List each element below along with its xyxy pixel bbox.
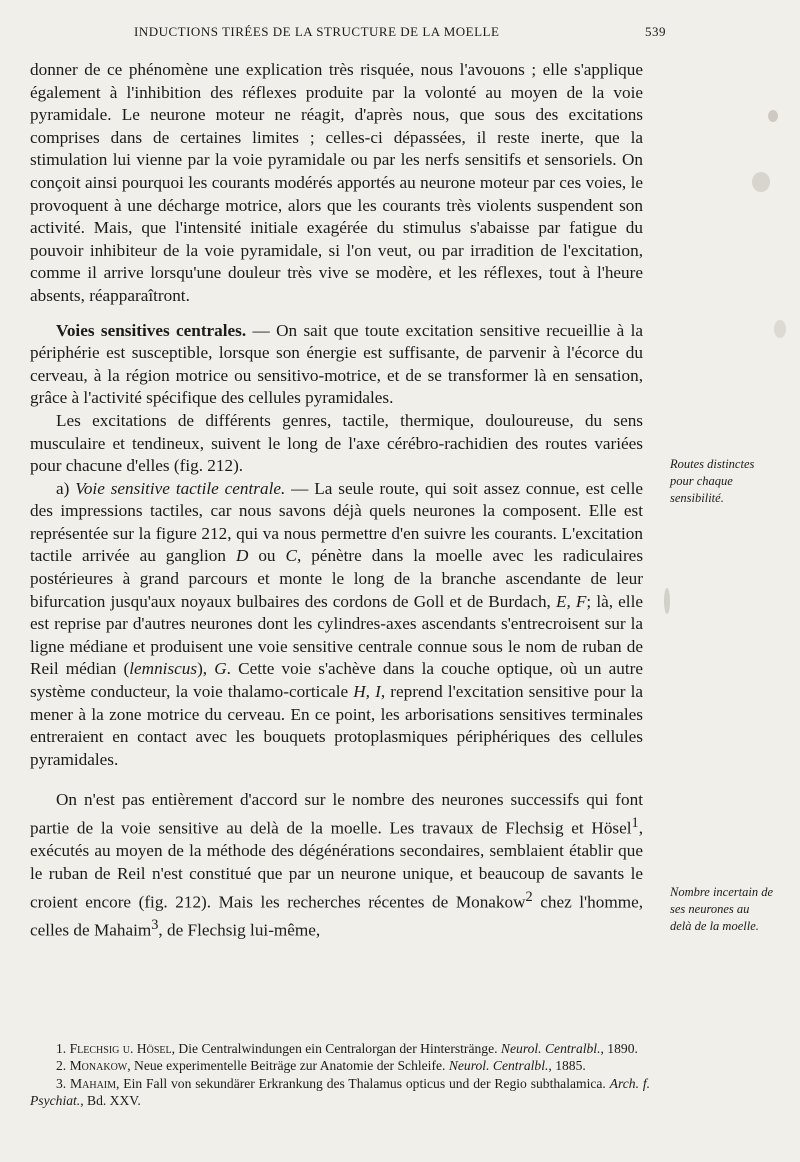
text-run: , de Flechsig lui-même, bbox=[158, 920, 321, 940]
footnote-journal: Arch. f. Psychiat. bbox=[30, 1075, 650, 1109]
subsection-label: a) bbox=[56, 478, 76, 498]
text-run: ; là, elle est reprise par d'autres neurones dont les cylindres-axes ascendants s'entrecroisent sur la ligne médiane et produisent une voie sensitive centrale connue sous le nom de ruban de Reil médian ( bbox=[30, 591, 643, 679]
footnote-text: , Ein Fall von sekundärer Erkrankung des Thalamus opticus und der Regio subthalamica. bbox=[116, 1075, 610, 1091]
text-run: — La seule route, qui soit assez connue, est celle des impressions tactiles, car nous savons déjà quels neurones la composent. Elle est représentée sur la figure 212, qui va nous permettre d'en suivre les courants. L'excitation tactile arrivée au ganglion bbox=[30, 478, 643, 566]
running-title: INDUCTIONS TIRÉES DE LA STRUCTURE DE LA MOELLE bbox=[134, 24, 500, 39]
text-run: , exécutés au moyen de la méthode des dégénérations secondaires, semblaient établir que le ruban de Reil n'est constitué que par un neurone unique, et beaucoup de savants le croient encore (fig. 212). Mais les recherches récentes de Monakow bbox=[30, 818, 643, 912]
footnote-year: , Bd. XXV. bbox=[80, 1093, 141, 1109]
footnote-year: , 1890. bbox=[600, 1041, 638, 1056]
paragraph-neurones bbox=[30, 789, 643, 942]
footnote-text: , Neue experimentelle Beiträge zur Anatomie der Schleife. bbox=[127, 1058, 449, 1074]
footnote-number: 2. bbox=[56, 1058, 70, 1074]
footnote-number: 3. bbox=[56, 1075, 71, 1091]
section-paragraph bbox=[30, 320, 643, 410]
paper-stain bbox=[774, 320, 786, 338]
subsection-heading: Voie sensitive tactile centrale. bbox=[75, 478, 286, 498]
footnote-2 bbox=[30, 1057, 650, 1074]
paper-stain bbox=[664, 588, 670, 614]
margin-note-neurones: Nombre incertain de ses neurones au delà de la moelle. bbox=[670, 885, 773, 933]
footnote-ref[interactable]: 3 bbox=[151, 916, 159, 933]
text-run: chez l'homme, celles de Mahaim bbox=[30, 892, 644, 940]
latin-term: lemniscus bbox=[129, 659, 198, 679]
paper-stain bbox=[752, 172, 770, 192]
footnote-journal: Neurol. Centralbl. bbox=[500, 1041, 601, 1056]
figure-letter: C bbox=[285, 546, 297, 566]
footnote-author: Mahaim bbox=[70, 1075, 117, 1091]
figure-letter: E, F bbox=[555, 591, 587, 611]
footnote-journal: Neurol. Centralbl. bbox=[448, 1058, 549, 1074]
text-run: . Cette voie s'achève dans la couche optique, où un autre système conducteur, la voie thalamo-corticale bbox=[30, 659, 643, 702]
paper-stain bbox=[768, 110, 778, 122]
footnote-ref[interactable]: 1 bbox=[631, 815, 639, 831]
section-heading: Voies sensitives centrales. bbox=[56, 320, 247, 340]
running-header bbox=[30, 24, 666, 40]
footnote-3 bbox=[30, 1075, 650, 1110]
footnote-year: , 1885. bbox=[548, 1058, 586, 1074]
text-run: , pénètre dans la moelle avec les radiculaires postérieures à grand parcours et monte le long de la branche ascendante de leur bifurcation jusqu'aux noyaux bulbaires des cordons de Goll et de Burdach, bbox=[30, 546, 644, 611]
footnote-author: Monakow bbox=[69, 1058, 128, 1074]
page-number: 539 bbox=[645, 24, 666, 39]
text-run: ou bbox=[248, 546, 286, 566]
footnotes bbox=[30, 1040, 650, 1110]
footnote-ref[interactable]: 2 bbox=[525, 888, 533, 905]
footnote-number: 1. bbox=[56, 1041, 70, 1056]
paragraph-routes: Les excitations de différents genres, tactile, thermique, douloureuse, du sens musculaire et tendineux, suivent le long de l'axe cérébro-rachidien des routes variées pour chacune d'elles (fig. 212). bbox=[30, 410, 643, 476]
section-text: — On sait que toute excitation sensitive recueillie à la périphérie est susceptible, lorsque son énergie est suffisante, de parvenir à l'écorce du cerveau, à la région motrice ou sensitivo-motrice, et de se transformer là en sensation, grâce à l'activité spécifique des cellules pyramidales. bbox=[30, 320, 643, 408]
footnote-text: , Die Centralwindungen ein Centralorgan der Hinterstränge. bbox=[171, 1041, 501, 1056]
text-run: , reprend l'excitation sensitive pour la mener à la zone motrice du cerveau. En ce point, les arborisations sensitives terminales entreraient en contact avec les bouquets protoplasmiques périphériques des cellules pyramidales. bbox=[30, 682, 644, 769]
footnote-1 bbox=[30, 1040, 650, 1057]
figure-letter: G bbox=[214, 659, 227, 679]
paragraph-tactile-route bbox=[30, 478, 643, 772]
margin-note-routes: Routes distinctes pour chaque sensibilité. bbox=[670, 457, 755, 505]
paragraph-continued: donner de ce phénomène une explication très risquée, nous l'avouons ; elle s'applique également à l'inhibition des réflexes produite par la volonté au moyen de la voie pyramidale. Le neurone moteur ne réagit, d'après nous, que sous des excitations comprises dans de certaines limites ; celles-ci dépassées, il reste inerte, que la stimulation lui vienne par la voie pyramidale ou par les nerfs sensitifs et sensoriels. On conçoit ainsi pourquoi les courants modérés apportés au neurone moteur par ces voies, le provoquent à une décharge motrice, alors que les courants très violents suspendent son activité. Mais, que l'intensité initiale exagérée du stimulus s'abaisse par fatigue du pouvoir inhibiteur de la voie pyramidale, si l'on veut, ou par irradition de l'excitation, comme il arrive lorsqu'une douleur très vive se modère, et les réflexes, tout à l'heure absents, réapparaîtront. bbox=[30, 60, 643, 305]
footnote-author: Flechsig u. Hösel bbox=[69, 1041, 172, 1056]
figure-letter: H, I bbox=[353, 682, 381, 702]
main-text bbox=[30, 59, 643, 942]
figure-letter: D bbox=[235, 546, 249, 566]
text-run: ), bbox=[197, 659, 215, 679]
text-run: On n'est pas entièrement d'accord sur le nombre des neurones successifs qui font partie de la voie sensitive au delà de la moelle. Les travaux de Flechsig et Hösel bbox=[30, 790, 643, 838]
